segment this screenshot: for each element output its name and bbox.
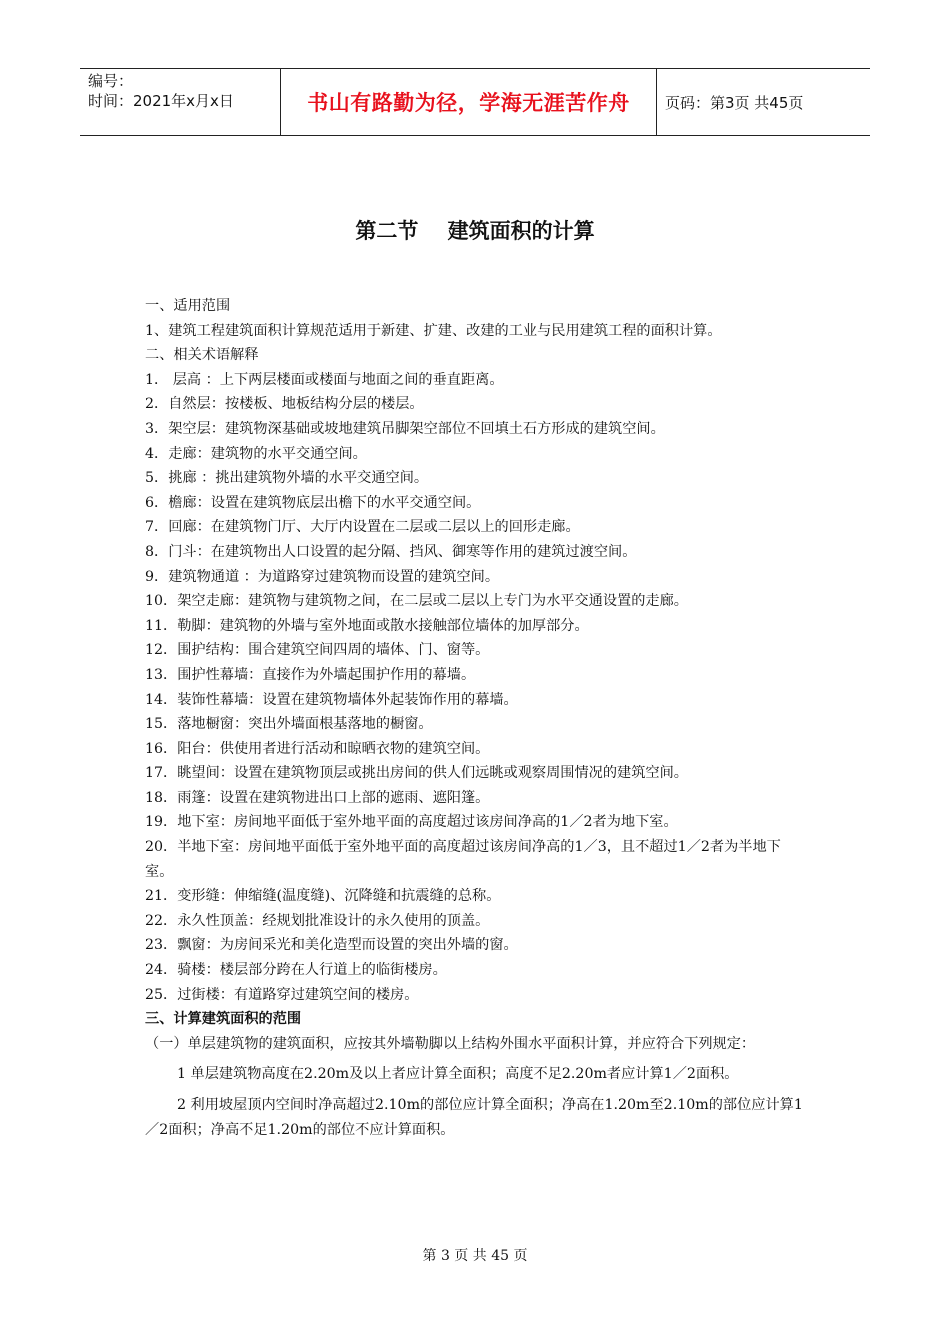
term-item: 2．自然层：按楼板、地板结构分层的楼层。 [145, 396, 424, 413]
term-item: 16．阳台：供使用者进行活动和晾晒衣物的建筑空间。 [145, 740, 490, 757]
page-info-text: 页码：第3页 共45页 [665, 93, 804, 112]
term-item: 14．装饰性幕墙：设置在建筑物墙体外起装饰作用的幕墙。 [145, 691, 518, 708]
term-item: 17．眺望间：设置在建筑物顶层或挑出房间的供人们远眺或观察周围情况的建筑空间。 [145, 765, 688, 782]
term-item: 24．骑楼：楼层部分跨在人行道上的临街楼房。 [145, 962, 447, 979]
term-item: 6．檐廊：设置在建筑物底层出檐下的水平交通空间。 [145, 494, 481, 511]
term-item: 11．勒脚：建筑物的外墙与室外地面或散水接触部位墙体的加厚部分。 [145, 617, 589, 634]
paragraph: 2 利用坡屋顶内空间时净高超过2.10m的部位应计算全面积；净高在1.20m至2.10m的部位应计算1／2面积；净高不足1.20m的部位不应计算面积。 [145, 1097, 803, 1138]
term-item: 23．飘窗：为房间采光和美化造型而设置的突出外墙的窗。 [145, 937, 518, 954]
term-item: 8．门斗：在建筑物出人口设置的起分隔、挡风、御寒等作用的建筑过渡空间。 [145, 543, 637, 560]
motto-text: 书山有路勤为径，学海无涯苦作舟 [307, 91, 630, 115]
term-item: 10．架空走廊：建筑物与建筑物之间，在二层或二层以上专门为水平交通设置的走廊。 [145, 593, 688, 610]
paragraph: 1 单层建筑物高度在2.20m及以上者应计算全面积；高度不足2.20m者应计算1／2面积。 [177, 1066, 739, 1083]
paragraph: 1、建筑工程建筑面积计算规范适用于新建、扩建、改建的工业与民用建筑工程的面积计算。 [145, 322, 722, 339]
header-motto-cell [281, 69, 657, 135]
term-item: 15．落地橱窗：突出外墙面根基落地的橱窗。 [145, 716, 433, 733]
term-item: 18．雨篷：设置在建筑物进出口上部的遮雨、遮阳篷。 [145, 789, 490, 806]
page-footer: 第 3 页 共 45 页 [422, 1248, 528, 1264]
header-meta [80, 69, 281, 135]
term-item: 22．永久性顶盖：经规划批准设计的永久使用的顶盖。 [145, 912, 490, 929]
page-header [80, 68, 870, 136]
serial-label: 编号： [88, 72, 134, 90]
term-item: 20．半地下室：房间地平面低于室外地平面的高度超过该房间净高的1／3，且不超过1／2者为半地下室。 [145, 839, 781, 880]
paragraph: （一）单层建筑物的建筑面积，应按其外墙勒脚以上结构外围水平面积计算，并应符合下列规定： [145, 1035, 756, 1052]
term-item: 4．走廊：建筑物的水平交通空间。 [145, 445, 367, 462]
term-item: 13．围护性幕墙：直接作为外墙起围护作用的幕墙。 [145, 666, 476, 683]
term-item: 12．围护结构：围合建筑空间四周的墙体、门、窗等。 [145, 642, 490, 659]
date-label: 时间：2021年x月x日 [88, 92, 234, 110]
section-heading: 一、适用范围 [145, 298, 231, 314]
term-item: 21．变形缝：伸缩缝(温度缝)、沉降缝和抗震缝的总称。 [145, 888, 501, 905]
term-item: 1． 层高 ：上下两层楼面或楼面与地面之间的垂直距离。 [145, 371, 504, 388]
section-heading: 二、相关术语解释 [145, 347, 259, 364]
term-item: 25．过街楼：有道路穿过建筑空间的楼房。 [145, 986, 419, 1003]
term-item: 5．挑廊 ：挑出建筑物外墙的水平交通空间。 [145, 470, 429, 487]
term-item: 9．建筑物通道 ：为道路穿过建筑物而设置的建筑空间。 [145, 568, 500, 585]
section-title: 第二节 建筑面积的计算 [355, 219, 595, 243]
term-item: 7．回廊：在建筑物门厅、大厅内设置在二层或二层以上的回形走廊。 [145, 519, 580, 536]
term-item: 19．地下室：房间地平面低于室外地平面的高度超过该房间净高的1／2者为地下室。 [145, 814, 678, 831]
header-page-info [657, 69, 870, 135]
section-heading: 三、计算建筑面积的范围 [145, 1011, 302, 1028]
document-body [145, 294, 807, 1142]
term-item: 3．架空层：建筑物深基础或坡地建筑吊脚架空部位不回填土石方形成的建筑空间。 [145, 420, 665, 437]
